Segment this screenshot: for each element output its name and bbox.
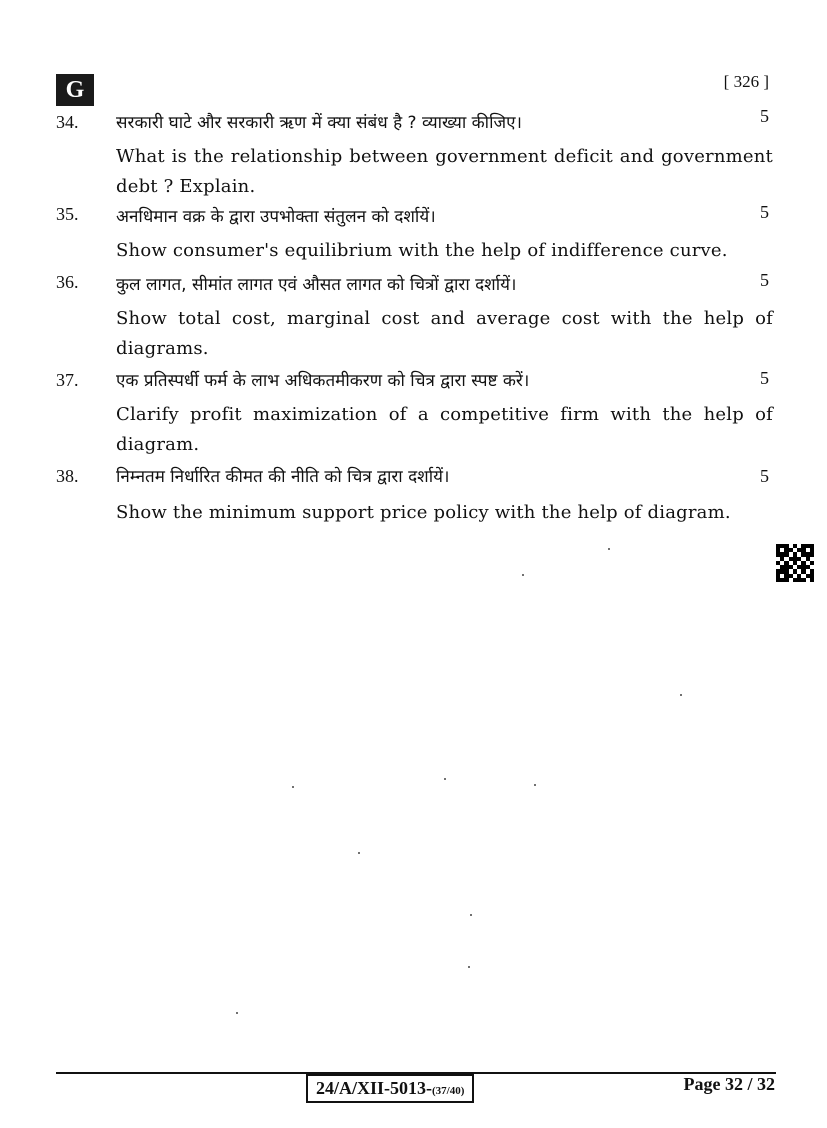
question-english: Clarify profit maximization of a competitive firm with the help of diagram.	[116, 404, 773, 455]
scan-speck	[468, 966, 470, 968]
question-number: 36.	[56, 272, 79, 292]
scan-speck	[236, 1012, 238, 1014]
scan-speck	[470, 914, 472, 916]
question-english: Show total cost, marginal cost and average cost with the help of diagrams.	[116, 308, 773, 359]
question-number: 37.	[56, 370, 79, 390]
page-number: Page 32 / 32	[683, 1074, 775, 1094]
set-badge: G	[56, 74, 94, 106]
question-marks: 5	[760, 106, 769, 126]
qr-code	[776, 544, 814, 582]
paper-code: [ 326 ]	[723, 72, 769, 91]
question-marks: 5	[760, 202, 769, 222]
scan-speck	[522, 574, 524, 576]
question-english: Show consumer's equilibrium with the help of indifference curve.	[116, 240, 728, 261]
scan-speck	[292, 786, 294, 788]
footer-code-main: 24/A/XII-5013-	[316, 1078, 432, 1098]
question-hindi: सरकारी घाटे और सरकारी ऋण में क्या संबंध है ? व्याख्या कीजिए।	[116, 113, 522, 133]
scan-speck	[444, 778, 446, 780]
question-hindi: एक प्रतिस्पर्धी फर्म के लाभ अधिकतमीकरण को चित्र द्वारा स्पष्ट करें।	[116, 371, 530, 391]
scan-speck	[608, 548, 610, 550]
footer-paper-code	[306, 1074, 474, 1103]
question-hindi: कुल लागत, सीमांत लागत एवं औसत लागत को चित्रों द्वारा दर्शायें।	[116, 275, 517, 295]
question-marks: 5	[760, 368, 769, 388]
question-english: What is the relationship between government deficit and government debt ? Explain.	[116, 146, 773, 197]
scan-speck	[358, 852, 360, 854]
footer-code-suffix: (37/40)	[432, 1085, 465, 1097]
question-marks: 5	[760, 270, 769, 290]
question-marks: 5	[760, 466, 769, 486]
question-english: Show the minimum support price policy with the help of diagram.	[116, 502, 731, 523]
question-number: 34.	[56, 112, 79, 132]
scan-speck	[534, 784, 536, 786]
question-number: 38.	[56, 466, 79, 486]
question-hindi: निम्नतम निर्धारित कीमत की नीति को चित्र द्वारा दर्शायें।	[116, 467, 450, 487]
scan-speck	[680, 694, 682, 696]
question-number: 35.	[56, 204, 79, 224]
question-hindi: अनधिमान वक्र के द्वारा उपभोक्ता संतुलन को दर्शायें।	[116, 207, 436, 227]
